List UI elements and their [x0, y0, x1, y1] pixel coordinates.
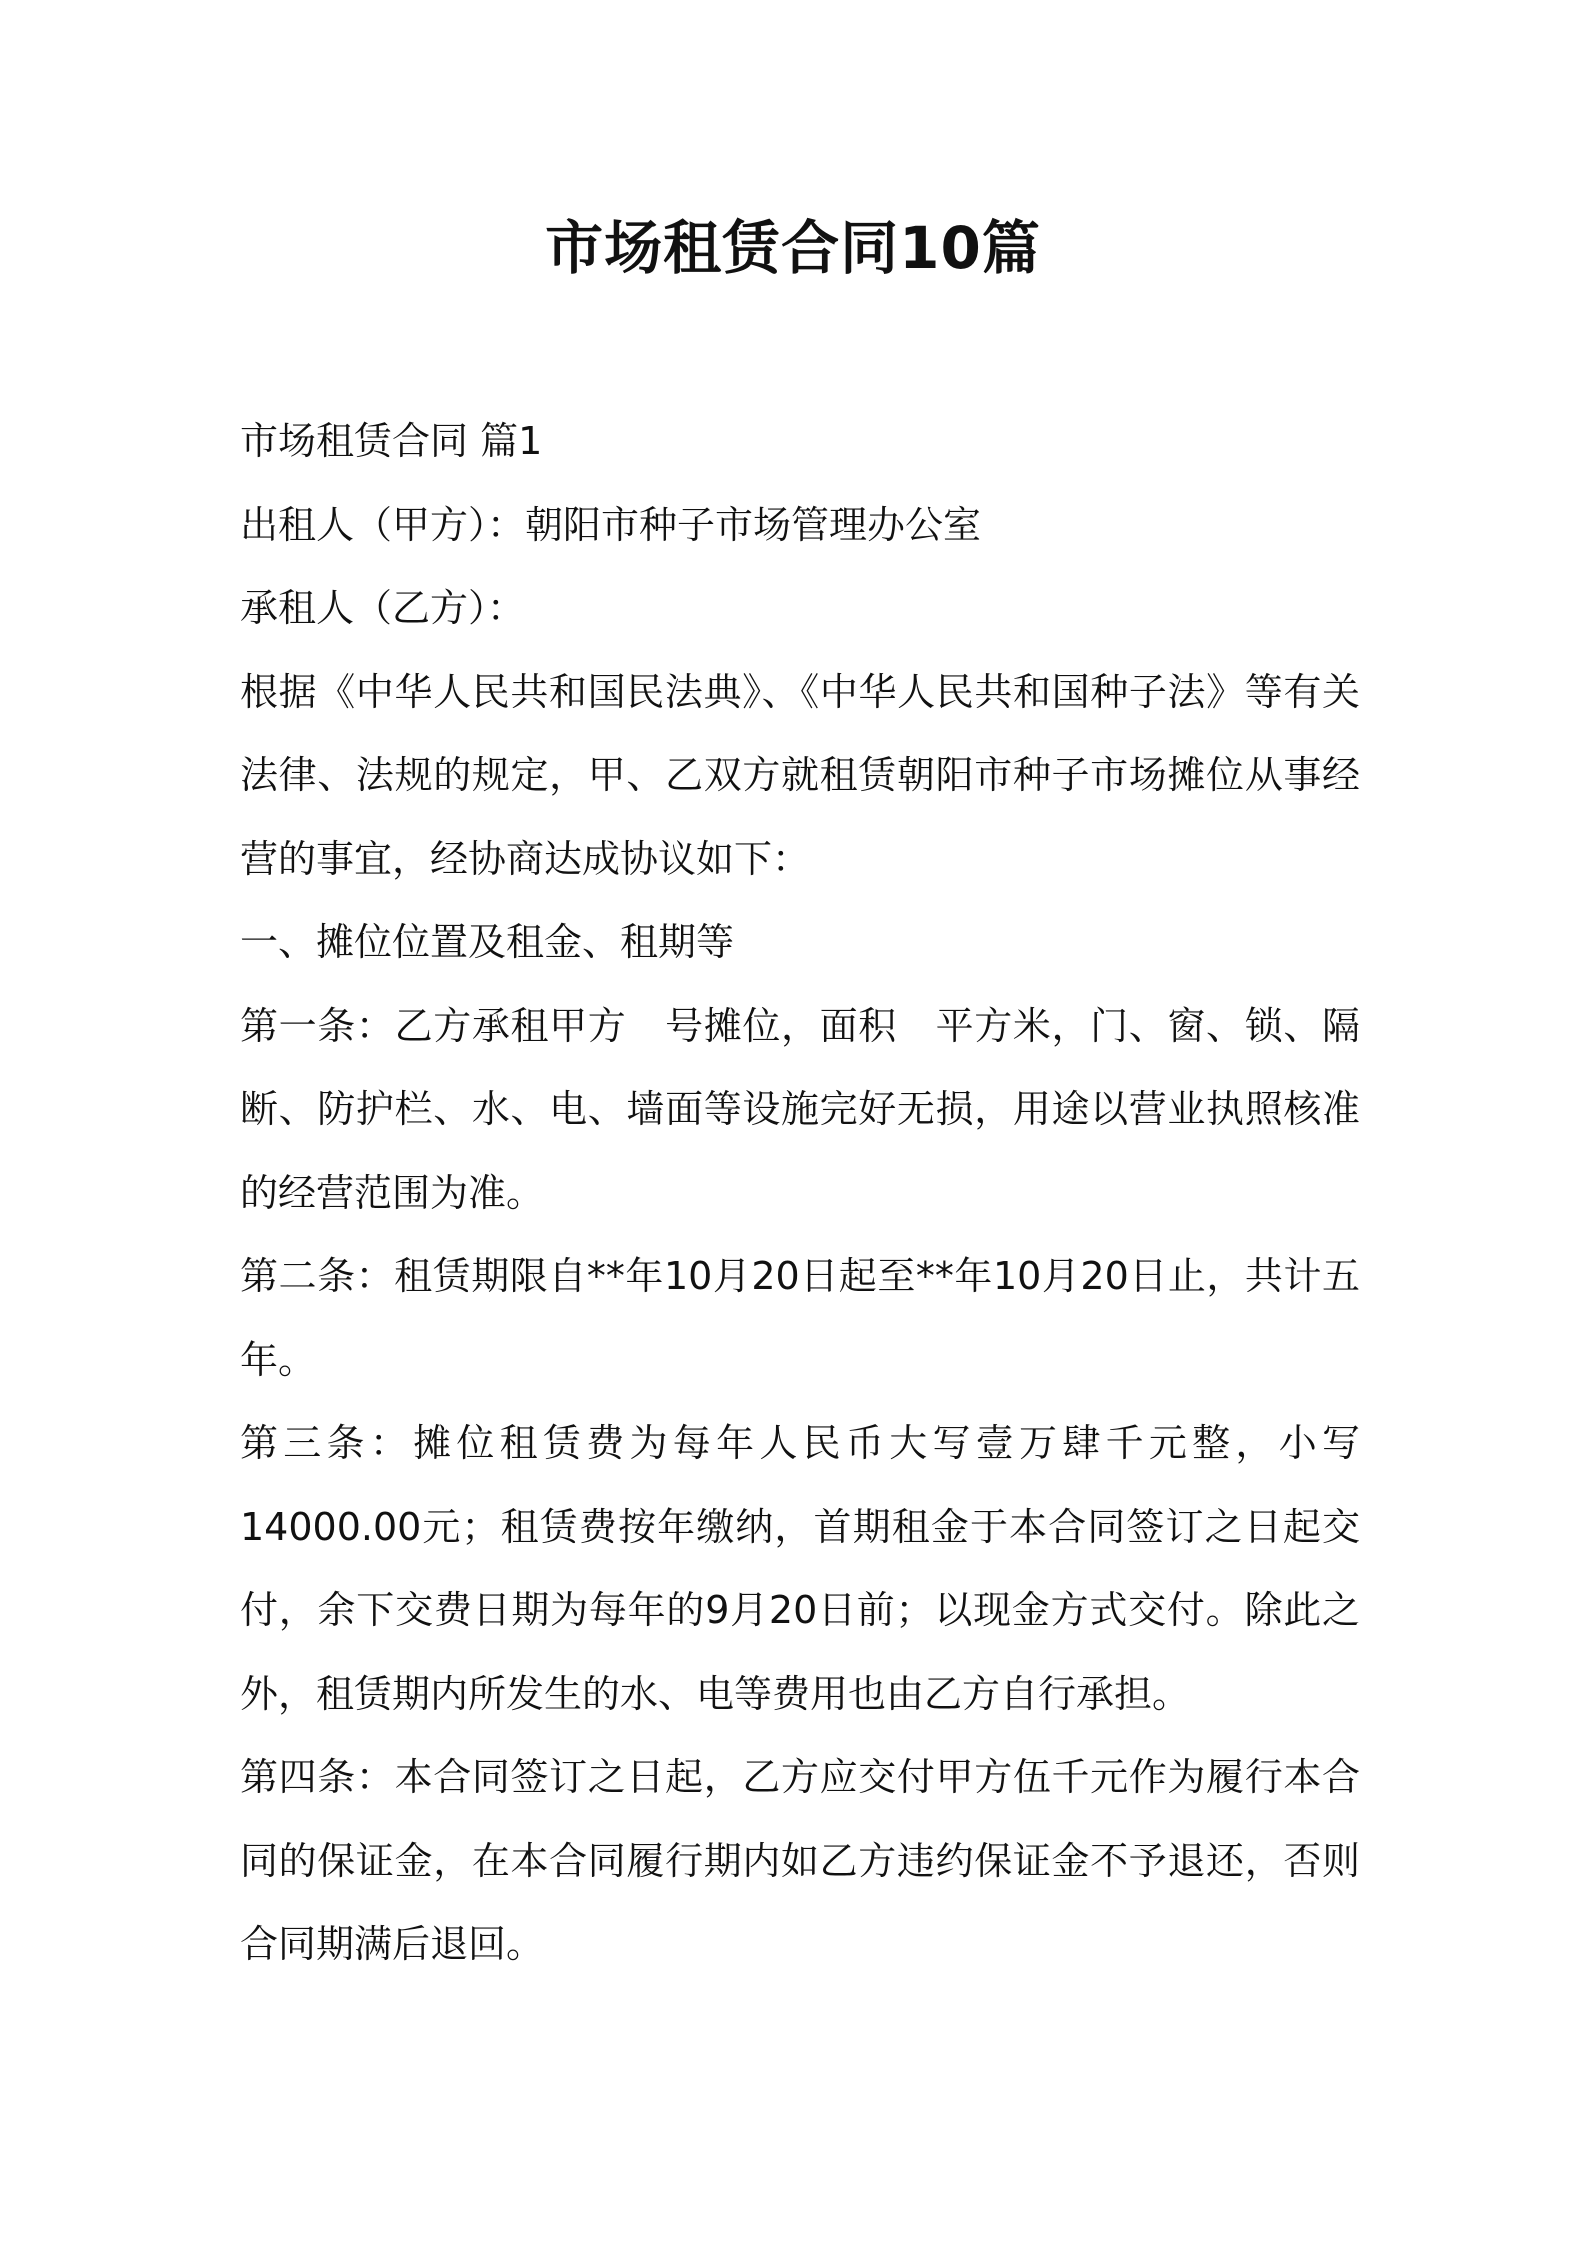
- article-4: 第四条：本合同签订之日起，乙方应交付甲方伍千元作为履行本合同的保证金，在本合同履行期内如乙方违约保证金不予退还，否则合同期满后退回。: [240, 1755, 1360, 1966]
- chapter-heading: 一、摊位位置及租金、租期等: [240, 920, 735, 964]
- section-heading: 市场租赁合同 篇1: [240, 419, 543, 463]
- lessor-line: 出租人（甲方）：朝阳市种子市场管理办公室: [240, 502, 982, 547]
- document-body: [240, 400, 1360, 1987]
- document-title: 市场租赁合同10篇: [545, 214, 1041, 282]
- article-1: 第一条：乙方承租甲方 号摊位，面积 平方米，门、窗、锁、隔断、防护栏、水、电、墙面等设施完好无损，用途以营业执照核准的经营范围为准。: [240, 1003, 1360, 1215]
- lessee-line: 承租人（乙方）：: [240, 586, 526, 630]
- article-2: 第二条：租赁期限自**年10月20日起至**年10月20日止，共计五年。: [240, 1254, 1360, 1382]
- preamble-paragraph: 根据《中华人民共和国民法典》、《中华人民共和国种子法》等有关法律、法规的规定，甲、乙双方就租赁朝阳市种子市场摊位从事经营的事宜，经协商达成协议如下：: [240, 669, 1360, 881]
- article-3: 第三条：摊位租赁费为每年人民币大写壹万肆千元整，小写14000.00元；租赁费按年缴纳，首期租金于本合同签订之日起交付，余下交费日期为每年的9月20日前；以现金方式交付。除此之外，租赁期内所发生的水、电等费用也由乙方自行承担。: [240, 1421, 1360, 1716]
